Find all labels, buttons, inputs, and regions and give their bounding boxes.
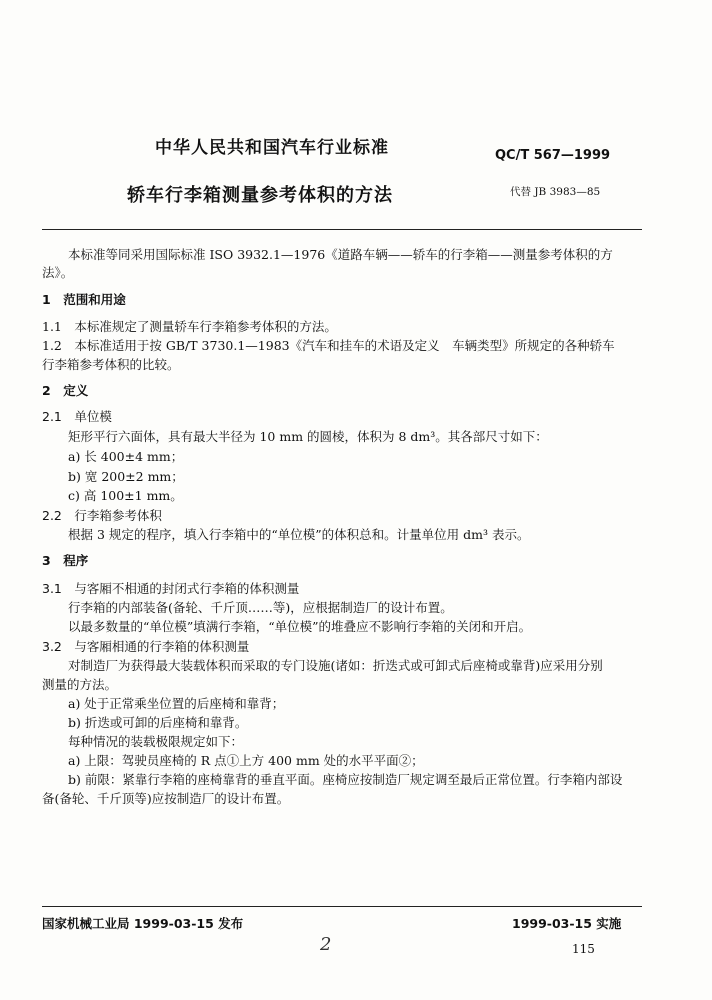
clause-2-2-heading: 2.2 行李箱参考体积 [42,508,162,523]
clause-3-2-item-a: a) 处于正常乘坐位置的后座椅和靠背； [68,696,285,711]
document-title: 轿车行李箱测量参考体积的方法 [127,185,393,206]
clause-2-1-heading: 2.1 单位模 [42,409,112,424]
footer-rule [42,906,642,907]
standard-category: 中华人民共和国汽车行业标准 [155,138,389,158]
standard-code: QC/T 567—1999 [495,148,611,163]
intro-line-1: 本标准等同采用国际标准 ISO 3932.1—1976《道路车辆——轿车的行李箱——测量参考体积的方 [68,247,613,262]
clause-3-1-text-2: 以最多数量的“单位模”填满行李箱，“单位模”的堆叠应不影响行李箱的关闭和开启。 [68,619,532,634]
clause-2-2-text: 根据 3 规定的程序，填入行李箱中的“单位模”的体积总和。计量单位用 dm³ 表示。 [68,527,530,542]
clause-3-2-text-3: 每种情况的装载极限规定如下： [68,734,244,749]
clause-2-1-text: 矩形平行六面体，具有最大半径为 10 mm 的圆棱，体积为 8 dm³。其各部尺寸如下： [68,429,548,444]
clause-1-2-line-2: 行李箱参考体积的比较。 [42,357,180,372]
clause-3-2-item-b: b) 折迭或可卸的后座椅和靠背。 [68,715,248,730]
effective-date: 1999-03-15 实施 [512,916,622,931]
header-rule [42,229,642,230]
clause-2-1-item-b: b) 宽 200±2 mm； [68,469,184,484]
issue-date: 国家机械工业局 1999-03-15 发布 [42,916,244,931]
clause-2-1-item-a: a) 长 400±4 mm； [68,449,184,464]
clause-3-2-heading: 3.2 与客厢相通的行李箱的体积测量 [42,639,250,654]
section-1-heading: 1 范围和用途 [42,292,126,307]
clause-3-1-heading: 3.1 与客厢不相通的封闭式行李箱的体积测量 [42,581,300,596]
limit-front-line-2: 备(备轮、千斤顶等)应按制造厂的设计布置。 [42,791,290,806]
clause-3-1-text-1: 行李箱的内部装备(备轮、千斤顶……等)，应根据制造厂的设计布置。 [68,600,453,615]
intro-line-2: 法》。 [42,265,74,280]
clause-2-1-item-c: c) 高 100±1 mm。 [68,488,183,503]
section-3-heading: 3 程序 [42,553,89,568]
page-number: 115 [572,942,595,956]
limit-front-line-1: b) 前限：紧靠行李箱的座椅靠背的垂直平面。座椅应按制造厂规定调至最后正常位置。行李箱内部设 [68,772,623,787]
clause-1-1: 1.1 本标准规定了测量轿车行李箱参考体积的方法。 [42,319,337,334]
clause-1-2-line-1: 1.2 本标准适用于按 GB/T 3730.1—1983《汽车和挂车的术语及定义 车辆类型》所规定的各种轿车 [42,338,615,353]
clause-3-2-text-2: 测量的方法。 [42,677,118,692]
handwritten-mark: 2 [320,934,332,955]
section-2-heading: 2 定义 [42,383,89,398]
limit-upper: a) 上限：驾驶员座椅的 R 点①上方 400 mm 处的水平平面②； [68,753,424,768]
clause-3-2-text-1: 对制造厂为获得最大装载体积而采取的专门设施(诸如：折迭式或可卸式后座椅或靠背)应采用分别 [68,658,603,673]
replaces-note: 代替 JB 3983—85 [510,186,601,198]
